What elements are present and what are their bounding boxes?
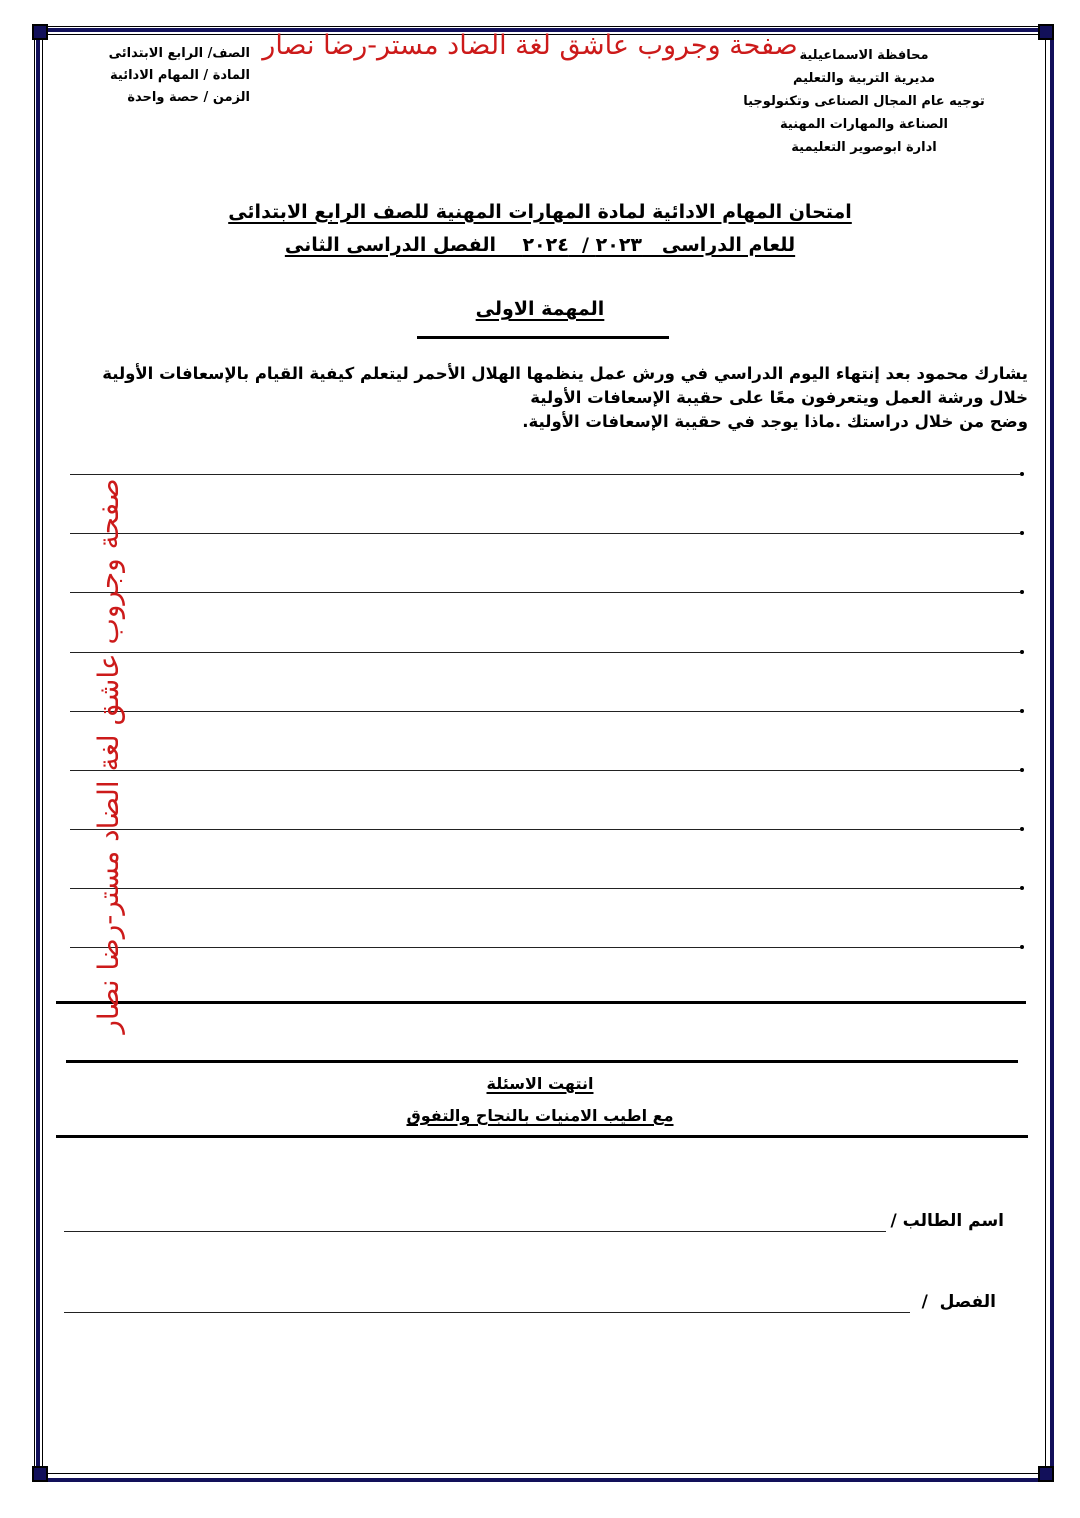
bullet-dot [1020, 709, 1024, 713]
student-name-field[interactable] [64, 1231, 886, 1232]
bullet-dot [1020, 590, 1024, 594]
section-divider [66, 1060, 1018, 1063]
side-watermark: صفحة وجروب عاشق لغة الضاد مستر-رضا نصار [92, 478, 125, 1034]
header-exam-info [80, 43, 250, 109]
border-corner-top-right [1038, 24, 1054, 40]
exam-year-line: للعام الدراسى ٢٠٢٣ / ٢٠٢٤ الفصل الدراسى الثانى [284, 234, 796, 256]
header-institution [724, 44, 1004, 159]
answer-line[interactable] [70, 592, 1020, 593]
paragraph-line: وضح من خلال دراستك .ماذا يوجد في حقيبة الإسعافات الأولية. [522, 412, 1028, 431]
task-heading [420, 298, 660, 320]
header-line: ادارة ابوصوير التعليمية [791, 140, 937, 155]
exam-title-line: امتحان المهام الادائية لمادة المهارات المهنية للصف الرابع الابتدائى [228, 201, 852, 223]
closing-divider [56, 1135, 1028, 1138]
paragraph-line: خلال ورشة العمل ويتعرفون معًا على حقيبة الإسعافات الأولية [530, 388, 1028, 407]
answer-line[interactable] [70, 533, 1020, 534]
task-paragraph [70, 362, 1028, 434]
grade-label: الصف/ الرابع الابتدائى [108, 46, 250, 61]
section-divider [56, 1001, 1026, 1004]
exam-title [200, 196, 880, 262]
answer-line[interactable] [70, 947, 1020, 948]
answer-line[interactable] [70, 770, 1020, 771]
bullet-dot [1020, 768, 1024, 772]
student-name-label: اسم الطالب / [890, 1211, 1004, 1231]
answer-line[interactable] [70, 711, 1020, 712]
border-corner-bottom-left [32, 1466, 48, 1482]
end-of-questions [380, 1074, 700, 1093]
bullet-dot [1020, 472, 1024, 476]
header-line: الصناعة والمهارات المهنية [780, 117, 948, 132]
border-corner-bottom-right [1038, 1466, 1054, 1482]
header-line: محافظة الاسماعيلية [799, 48, 929, 63]
bullet-dot [1020, 827, 1024, 831]
header-watermark: صفحة وجروب عاشق لغة الضاد مستر-رضا نصار [262, 30, 798, 61]
bullet-dot [1020, 886, 1024, 890]
header-line: توجيه عام المجال الصناعى وتكنولوجيا [743, 94, 985, 109]
paragraph-line: يشارك محمود بعد إنتهاء اليوم الدراسي في ورش عمل ينظمها الهلال الأحمر ليتعلم كيفية القيام بالإسعافات الأولية [102, 364, 1028, 383]
time-label: الزمن / حصة واحدة [127, 90, 250, 105]
answer-line[interactable] [70, 652, 1020, 653]
good-wishes [380, 1106, 700, 1125]
end-of-questions-text: انتهت الاسئلة [486, 1074, 594, 1093]
class-label: الفصل / [921, 1292, 996, 1312]
class-field[interactable] [64, 1312, 910, 1313]
task-heading-text: المهمة الاولى [475, 298, 605, 320]
good-wishes-text: مع اطيب الامنيات بالنجاح والتفوق [406, 1106, 674, 1125]
header-line: مديرية التربية والتعليم [792, 71, 936, 86]
subject-label: المادة / المهام الادائية [110, 68, 250, 83]
bullet-dot [1020, 650, 1024, 654]
task-heading-rule [417, 336, 669, 339]
answer-line[interactable] [70, 474, 1020, 475]
bullet-dot [1020, 945, 1024, 949]
bullet-dot [1020, 531, 1024, 535]
answer-line[interactable] [70, 888, 1020, 889]
border-corner-top-left [32, 24, 48, 40]
answer-line[interactable] [70, 829, 1020, 830]
